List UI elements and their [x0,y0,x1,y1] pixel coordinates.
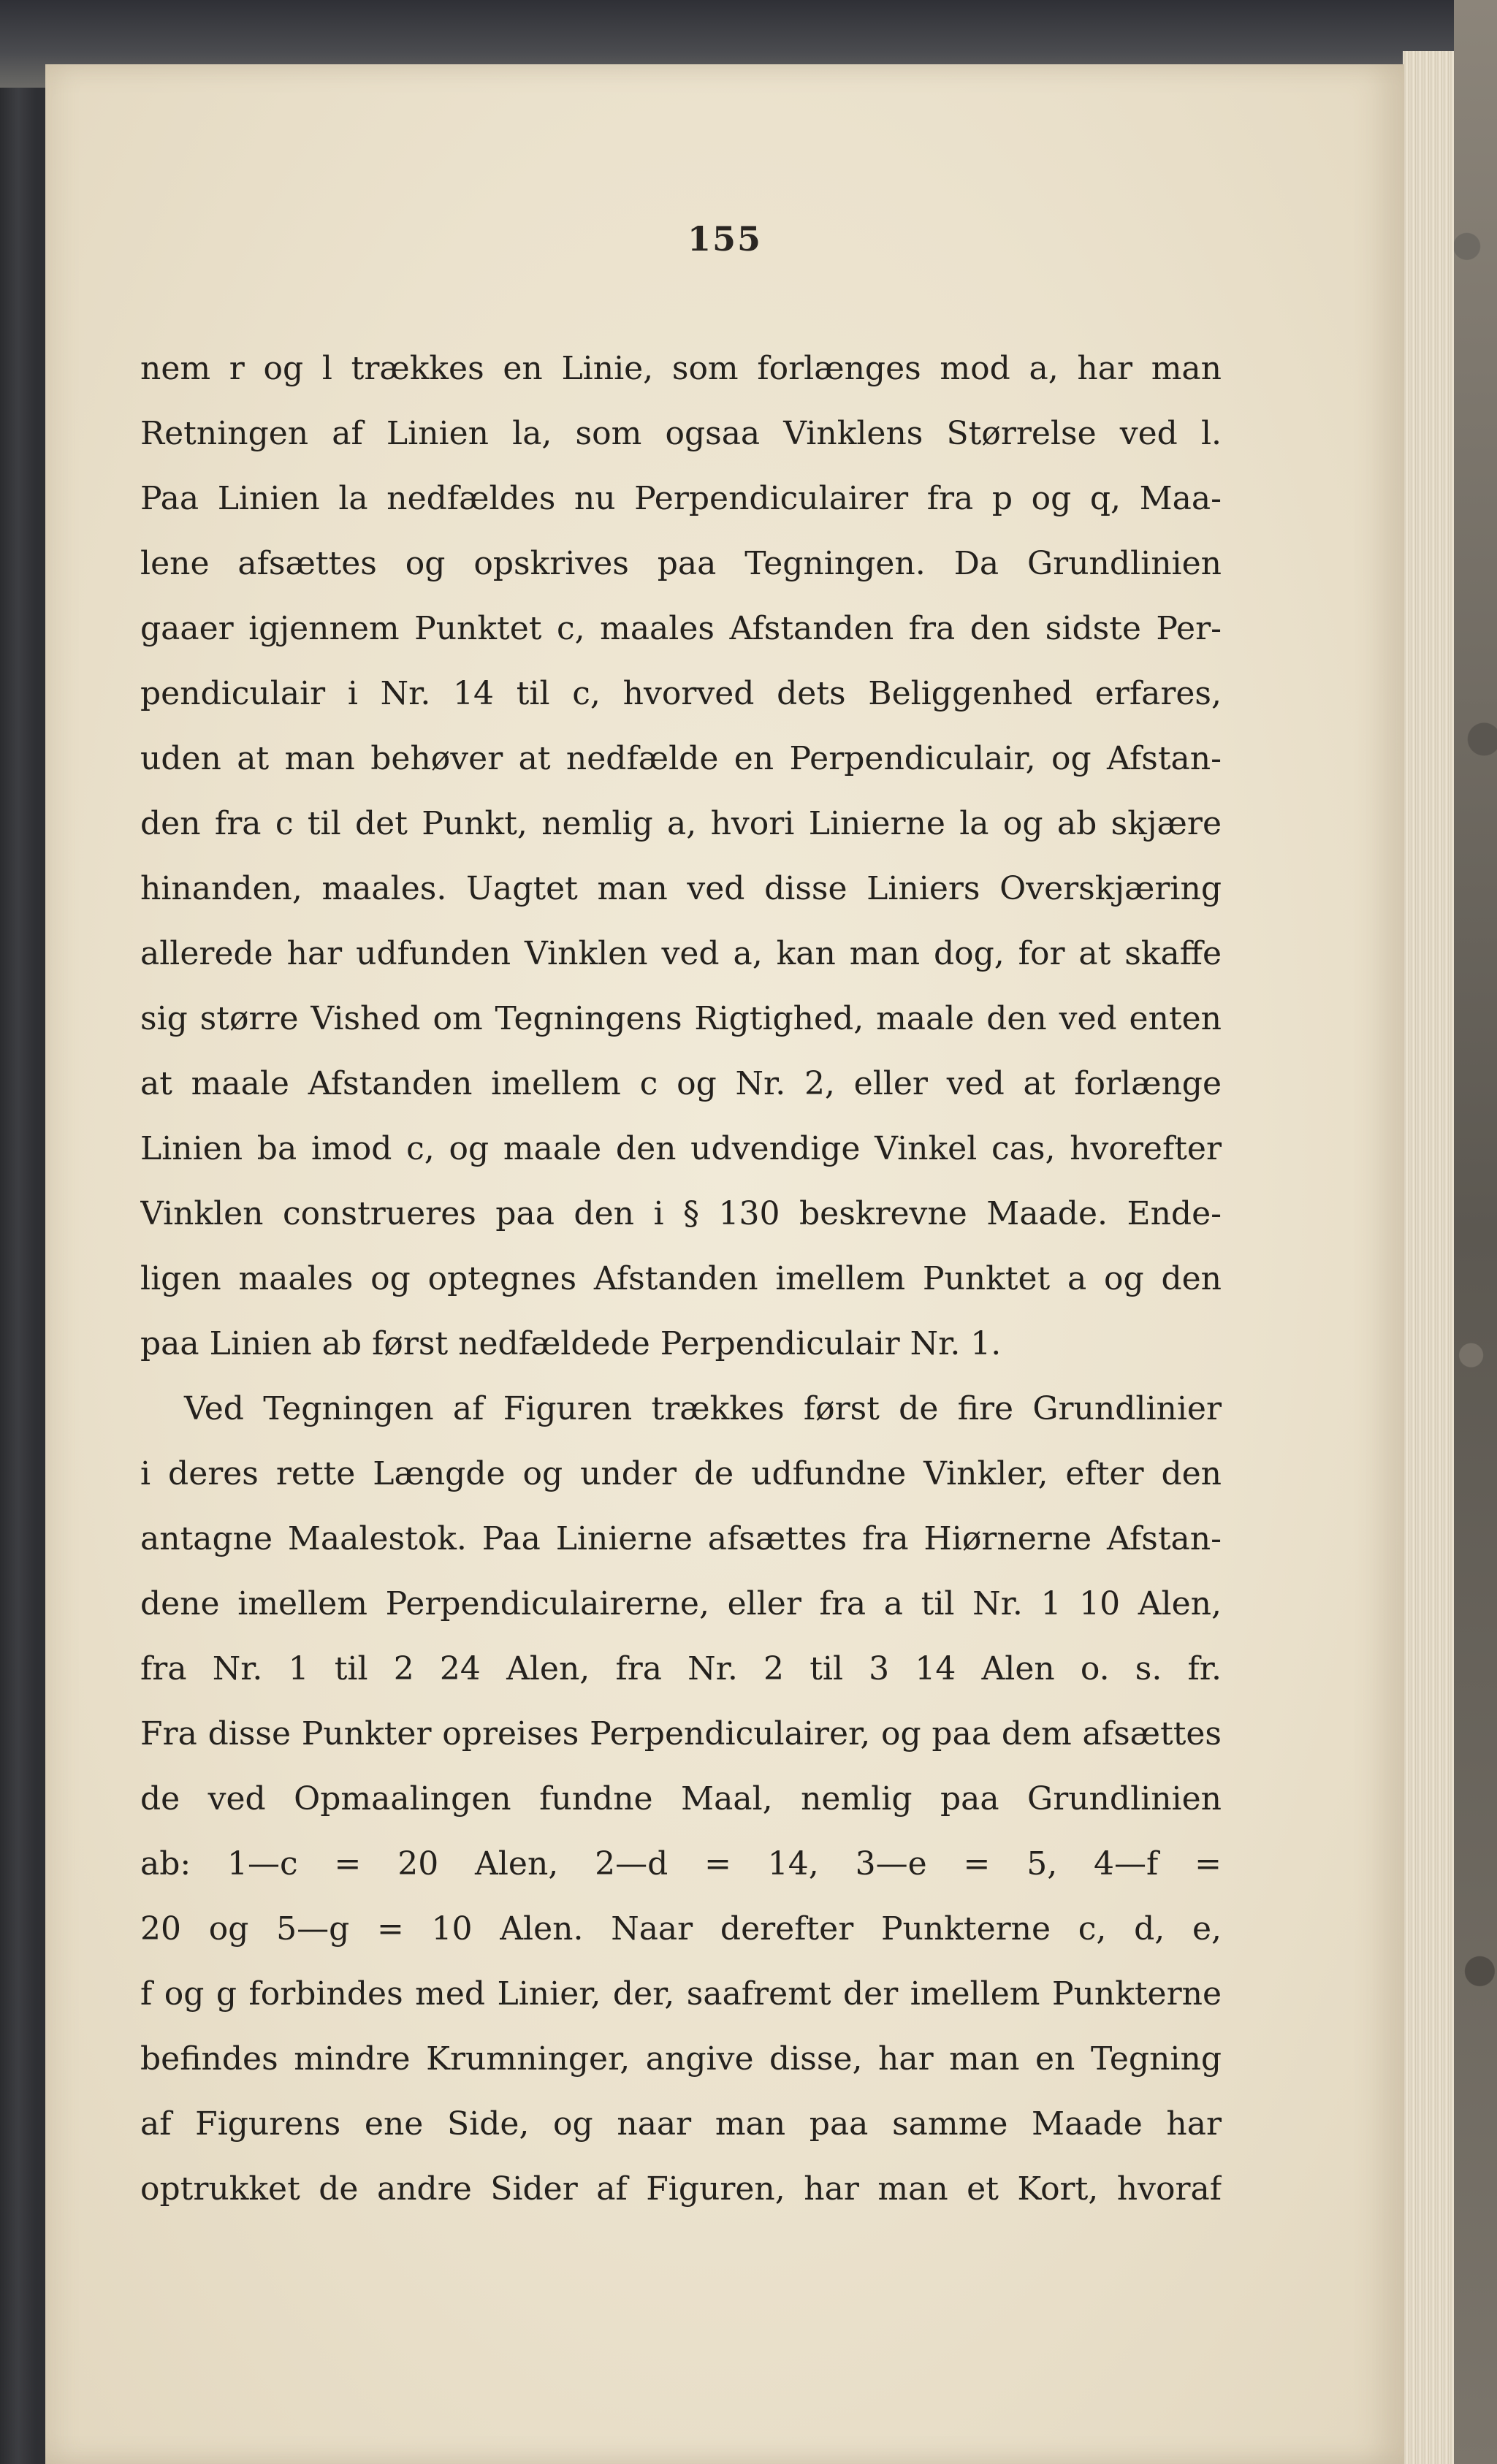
text-line: i deres rette Længde og under de udfundne Vinkler, efter den [140,1455,1222,1492]
page-number: 155 [687,219,763,259]
text-line: Ved Tegningen af Figuren trækkes først de fire Grundlinier [184,1390,1222,1427]
text-line: allerede har udfunden Vinklen ved a, kan man dog, for at skaffe [140,935,1222,972]
text-line: pendiculair i Nr. 14 til c, hvorved dets Beliggenhed erfares, [140,675,1222,712]
text-line: lene afsættes og opskrives paa Tegningen. Da Grundlinien [140,545,1222,582]
text-line: 20 og 5—g = 10 Alen. Naar derefter Punkterne c, d, e, [140,1910,1222,1948]
book-page [45,64,1404,2464]
text-line: ligen maales og optegnes Afstanden imellem Punktet a og den [140,1260,1222,1297]
text-line: hinanden, maales. Uagtet man ved disse Liniers Overskjæring [140,870,1222,907]
text-line: af Figurens ene Side, og naar man paa samme Maade har [140,2105,1222,2143]
text-line: antagne Maalestok. Paa Linierne afsættes fra Hiørnerne Afstan- [140,1520,1222,1557]
text-line: Retningen af Linien la, som ogsaa Vinklens Størrelse ved l. [140,415,1222,452]
text-line: gaaer igjennem Punktet c, maales Afstanden fra den sidste Per- [140,610,1222,647]
text-line: ab: 1—c = 20 Alen, 2—d = 14, 3—e = 5, 4—f = [140,1845,1222,1883]
text-line: den fra c til det Punkt, nemlig a, hvori Linierne la og ab skjære [140,805,1222,842]
text-line: Paa Linien la nedfældes nu Perpendiculairer fra p og q, Maa- [140,480,1222,517]
text-line: befindes mindre Krumninger, angive disse, har man en Tegning [140,2040,1222,2078]
text-line: f og g forbindes med Linier, der, saafremt der imellem Punkterne [140,1975,1222,2013]
text-line: optrukket de andre Sider af Figuren, har man et Kort, hvoraf [140,2170,1222,2208]
text-line: sig større Vished om Tegningens Rigtighed, maale den ved enten [140,1000,1222,1037]
text-line: paa Linien ab først nedfældede Perpendiculair Nr. 1. [140,1325,1002,1362]
text-line: uden at man behøver at nedfælde en Perpendiculair, og Afstan- [140,740,1222,777]
body-text [140,336,1222,2221]
text-line: Vinklen construeres paa den i § 130 beskrevne Maade. Ende- [140,1195,1222,1232]
text-line: fra Nr. 1 til 2 24 Alen, fra Nr. 2 til 3 14 Alen o. s. fr. [140,1650,1222,1687]
text-line: dene imellem Perpendiculairerne, eller fra a til Nr. 1 10 Alen, [140,1585,1222,1622]
text-line: de ved Opmaalingen fundne Maal, nemlig paa Grundlinien [140,1780,1222,1818]
text-line: nem r og l trækkes en Linie, som forlænges mod a, har man [140,350,1222,387]
marbled-endpaper [1454,0,1497,2464]
text-line: at maale Afstanden imellem c og Nr. 2, eller ved at forlænge [140,1065,1222,1102]
page-edges [1403,51,1454,2464]
text-line: Linien ba imod c, og maale den udvendige Vinkel cas, hvorefter [140,1130,1222,1167]
text-line: Fra disse Punkter opreises Perpendiculairer, og paa dem afsættes [140,1715,1222,1752]
